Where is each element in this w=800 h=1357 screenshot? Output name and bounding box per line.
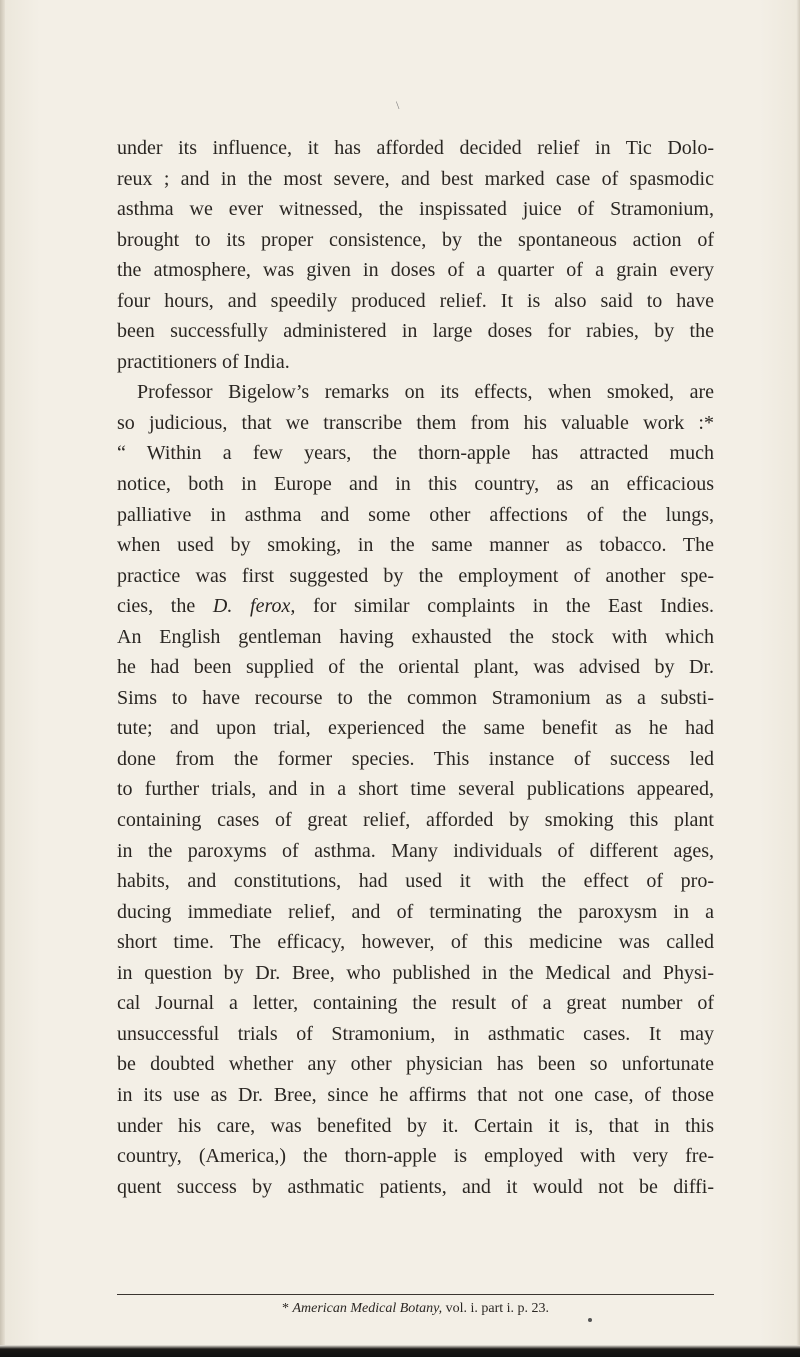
text-segment: for similar complaints in the East Indies.	[313, 595, 715, 618]
text-line: done from the former species. This instance of success led	[117, 747, 714, 770]
text-line: to further trials, and in a short time several publications appeared,	[117, 778, 714, 801]
body-text	[117, 133, 714, 1202]
footnote-marker: *	[281, 1301, 289, 1316]
text-line: be doubted whether any other physician has been so unfortunate	[117, 1053, 714, 1076]
text-line: four hours, and speedily produced relief. It is also said to have	[117, 289, 714, 312]
scan-bottom-edge	[0, 1345, 800, 1357]
text-line: asthma we ever witnessed, the inspissated juice of Stramonium,	[117, 198, 714, 221]
text-line: quent success by asthmatic patients, and it would not be diffi-	[117, 1175, 714, 1198]
footnote-rule	[117, 1294, 714, 1295]
text-line-with-italic	[117, 591, 714, 622]
text-line: short time. The efficacy, however, of this medicine was called	[117, 931, 714, 954]
text-line: An English gentleman having exhausted the stock with which	[117, 625, 714, 648]
top-mark: \	[396, 98, 400, 112]
page-speck	[588, 1318, 592, 1322]
text-line: practice was first suggested by the employment of another spe-	[117, 564, 714, 587]
text-line: “ Within a few years, the thorn-apple has attracted much	[117, 442, 714, 465]
text-line: containing cases of great relief, afforded by smoking this plant	[117, 809, 714, 832]
footnote	[117, 1299, 714, 1319]
text-line: when used by smoking, in the same manner as tobacco. The	[117, 534, 714, 557]
text-line: the atmosphere, was given in doses of a quarter of a grain every	[117, 259, 714, 282]
text-line: in question by Dr. Bree, who published in the Medical and Physi-	[117, 961, 714, 984]
text-line: in its use as Dr. Bree, since he affirms that not one case, of those	[117, 1083, 714, 1106]
text-line: habits, and constitutions, had used it with the effect of pro-	[117, 870, 714, 893]
text-line: under his care, was benefited by it. Certain it is, that in this	[117, 1114, 714, 1137]
text-line: cal Journal a letter, containing the result of a great number of	[117, 992, 714, 1015]
text-line: palliative in asthma and some other affections of the lungs,	[117, 503, 714, 526]
text-line: been successfully administered in large doses for rabies, by the	[117, 320, 714, 343]
text-line: Professor Bigelow’s remarks on its effects, when smoked, are	[137, 381, 714, 404]
text-line: unsuccessful trials of Stramonium, in asthmatic cases. It may	[117, 1022, 714, 1045]
text-line: country, (America,) the thorn-apple is employed with very fre-	[117, 1145, 714, 1168]
text-line: reux ; and in the most severe, and best marked case of spasmodic	[117, 167, 714, 190]
text-line: so judicious, that we transcribe them from his valuable work :*	[117, 411, 714, 434]
text-line: practitioners of India.	[117, 350, 290, 373]
page-left-edge	[0, 0, 5, 1357]
species-name-italic: D. ferox,	[212, 595, 296, 618]
text-line: tute; and upon trial, experienced the same benefit as he had	[117, 717, 714, 740]
footnote-title: American Medical Botany,	[292, 1301, 443, 1316]
page-right-edge	[796, 0, 800, 1357]
text-segment: cies, the	[117, 595, 196, 618]
text-line: ducing immediate relief, and of terminating the paroxysm in a	[117, 900, 714, 923]
text-line: brought to its proper consistence, by the spontaneous action of	[117, 228, 714, 251]
text-line: Sims to have recourse to the common Stramonium as a substi-	[117, 686, 714, 709]
text-line: notice, both in Europe and in this country, as an efficacious	[117, 473, 714, 496]
text-line: he had been supplied of the oriental plant, was advised by Dr.	[117, 656, 714, 679]
text-line: under its influence, it has afforded decided relief in Tic Dolo-	[117, 137, 714, 159]
footnote-reference: vol. i. part i. p. 23.	[445, 1301, 550, 1316]
text-line: in the paroxyms of asthma. Many individuals of different ages,	[117, 839, 714, 862]
